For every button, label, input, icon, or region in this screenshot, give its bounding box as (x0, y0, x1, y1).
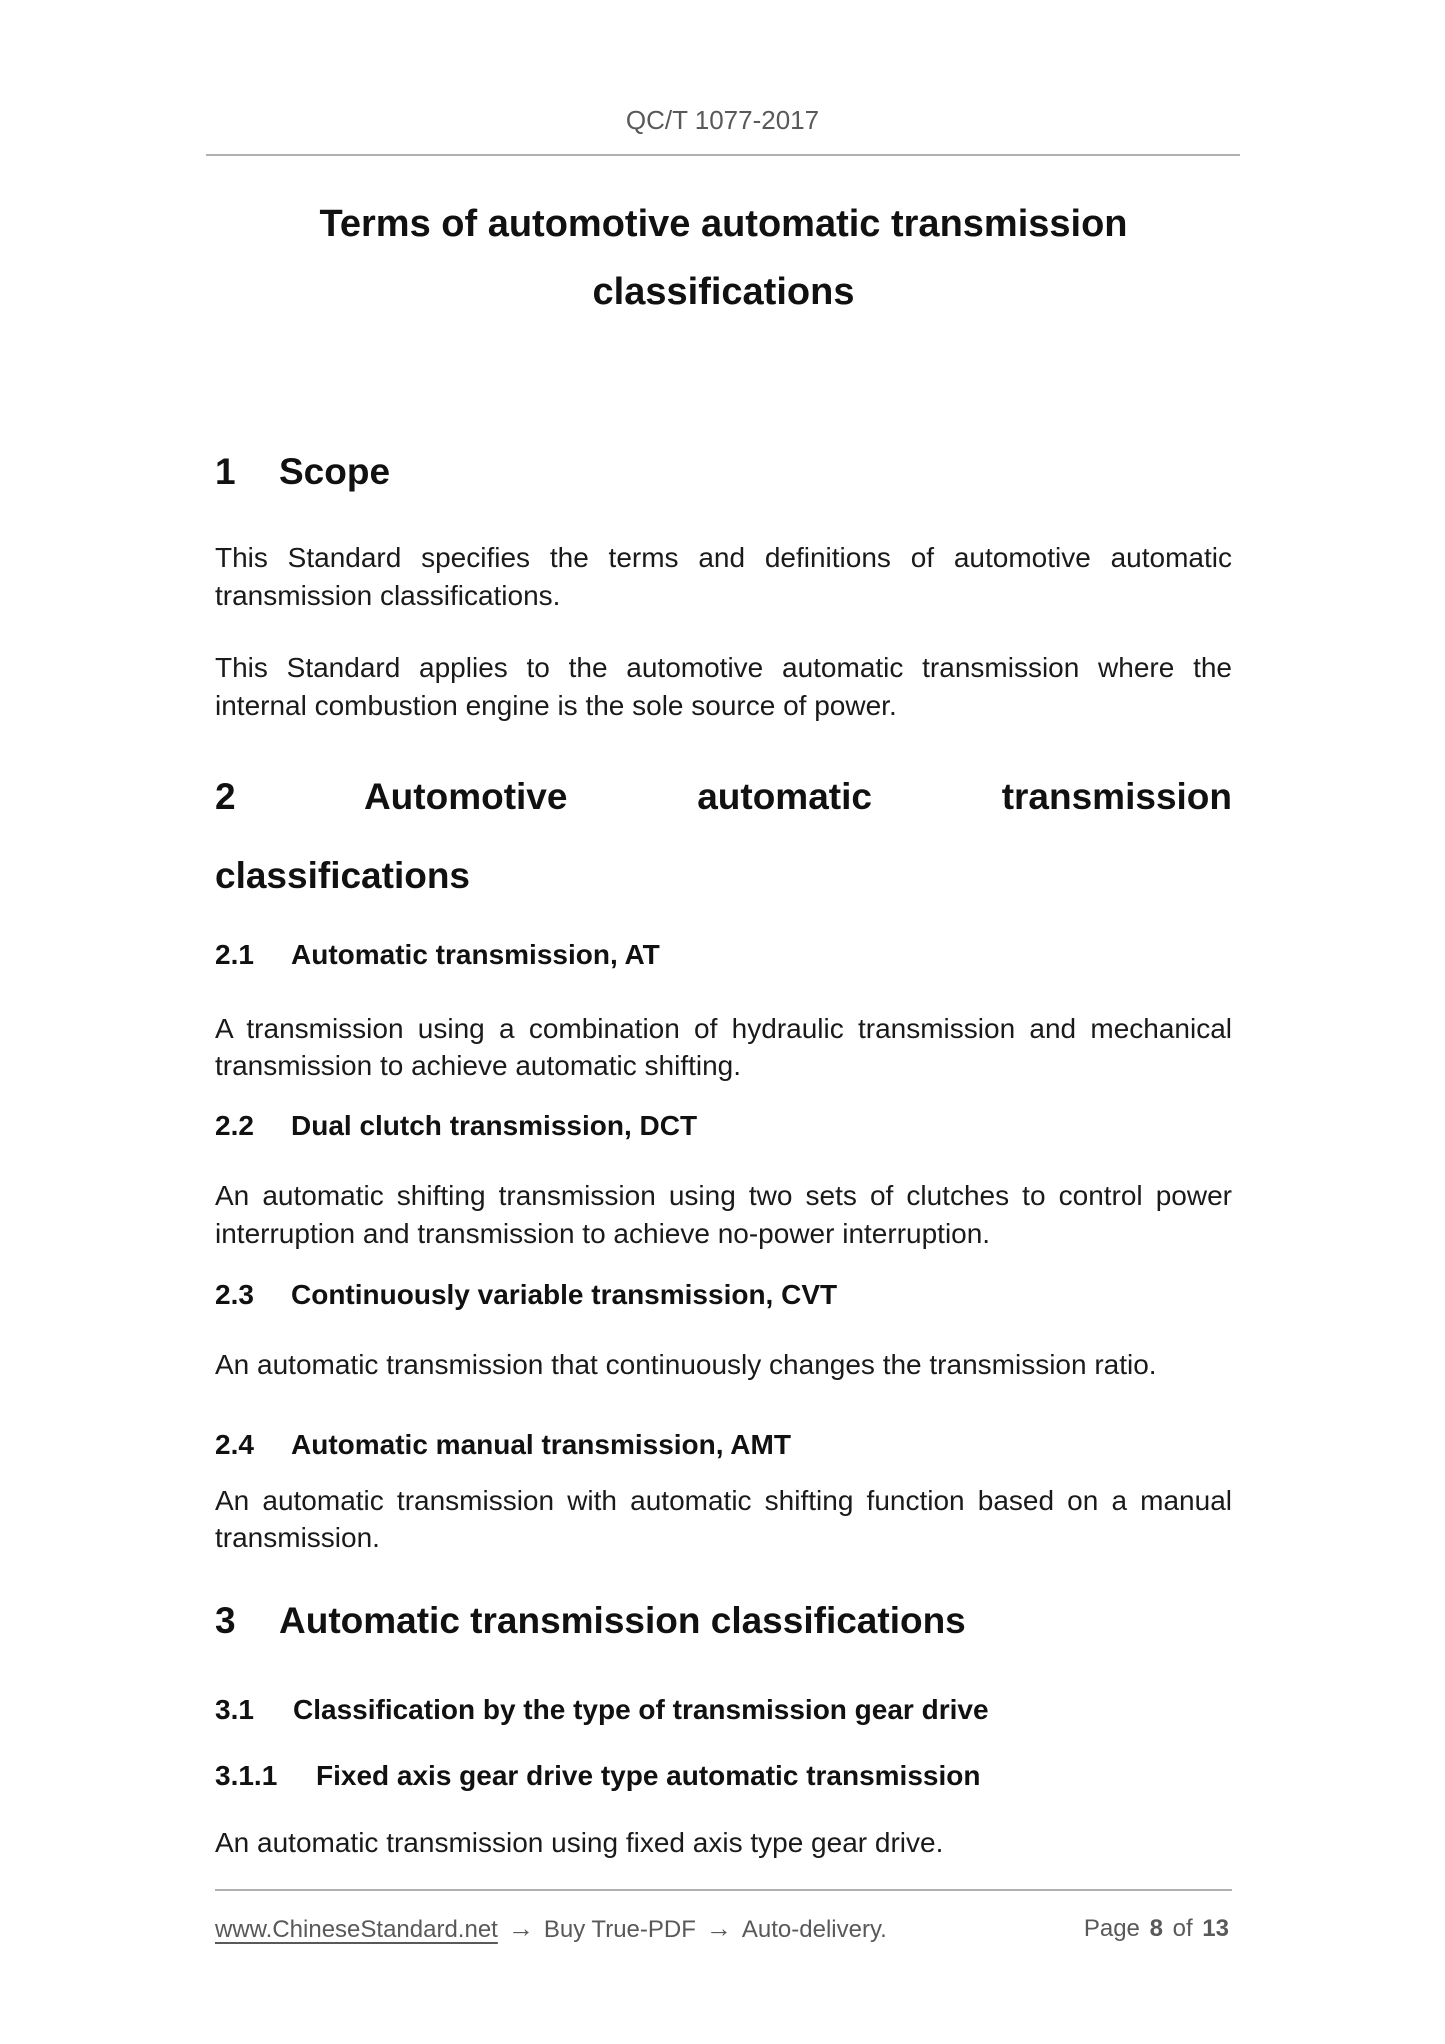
section-2-2-title: Dual clutch transmission, DCT (291, 1110, 698, 1141)
section-2-1-title: Automatic transmission, AT (291, 939, 660, 970)
doc-title-line1: Terms of automotive automatic transmission (319, 203, 1128, 245)
section-2-3-number: 2.3 (215, 1279, 254, 1310)
section-2-1-heading (215, 935, 1232, 975)
section-2-heading-line1: 2 Automotive automatic transmission (215, 776, 1232, 817)
right-arrow-icon: → (507, 1913, 534, 1943)
section-2-2-heading (215, 1106, 1232, 1146)
footer-buy-label: Buy True-PDF (543, 1916, 696, 1943)
right-arrow-icon: → (705, 1913, 732, 1943)
section-1-number: 1 (215, 451, 236, 492)
paragraph-line: transmission. (215, 1522, 380, 1553)
section-2-3-paragraph (215, 1346, 1232, 1384)
section-2-4-heading (215, 1425, 1232, 1465)
doc-title-line2: classifications (592, 271, 855, 313)
section-2-4-paragraph (215, 1482, 1232, 1556)
section-1-heading (215, 452, 1232, 492)
section-3-1-heading (215, 1690, 1232, 1730)
paragraph-line: This Standard applies to the automotive automatic transmission where the (215, 652, 1232, 683)
section-2-4-title: Automatic manual transmission, AMT (291, 1429, 791, 1460)
section-2-heading-line2: classifications (215, 855, 471, 896)
paragraph-line: internal combustion engine is the sole source of power. (215, 690, 897, 721)
section-3-title: Automatic transmission classifications (279, 1600, 966, 1641)
paragraph-line: interruption and transmission to achieve no-power interruption. (215, 1218, 991, 1249)
paragraph-line: transmission classifications. (215, 580, 561, 611)
of-label: of (1172, 1915, 1193, 1942)
page-number: 8 (1149, 1915, 1163, 1942)
paragraph-line: An automatic shifting transmission using two sets of clutches to control power (215, 1180, 1232, 1211)
paragraph-line: This Standard specifies the terms and definitions of automotive automatic (215, 542, 1232, 573)
page-indicator (1084, 1909, 1232, 1949)
paragraph-line: A transmission using a combination of hydraulic transmission and mechanical (215, 1013, 1232, 1044)
paragraph-line: An automatic transmission using fixed axis type gear drive. (215, 1827, 944, 1858)
paragraph-line: An automatic transmission that continuously changes the transmission ratio. (215, 1349, 1157, 1380)
section-3-1-1-heading (215, 1756, 1232, 1796)
header-divider (206, 154, 1240, 156)
scope-paragraph-2 (215, 649, 1232, 725)
section-2-1-paragraph (215, 1010, 1232, 1084)
section-3-1-1-number: 3.1.1 (215, 1760, 278, 1791)
section-3-number: 3 (215, 1600, 236, 1641)
footer-delivery-label: Auto-delivery. (741, 1916, 887, 1943)
section-3-1-number: 3.1 (215, 1694, 254, 1725)
doc-code-header: QC/T 1077-2017 (625, 105, 820, 135)
section-2-1-number: 2.1 (215, 939, 254, 970)
page-label: Page (1083, 1915, 1140, 1942)
section-3-1-1-paragraph (215, 1824, 1232, 1862)
section-3-heading (215, 1601, 1232, 1641)
section-1-title: Scope (279, 451, 391, 492)
section-3-1-1-title: Fixed axis gear drive type automatic transmission (316, 1760, 981, 1791)
section-2-4-number: 2.4 (215, 1429, 254, 1460)
page-total: 13 (1202, 1915, 1229, 1942)
section-2-2-number: 2.2 (215, 1110, 254, 1141)
chinesestandard-link[interactable]: www.ChineseStandard.net (215, 1916, 498, 1943)
section-2-2-paragraph (215, 1177, 1232, 1253)
paragraph-line: An automatic transmission with automatic shifting function based on a manual (215, 1485, 1232, 1516)
page-footer (215, 1908, 1232, 1950)
section-2-3-heading (215, 1275, 1232, 1315)
section-3-1-title: Classification by the type of transmission gear drive (293, 1694, 989, 1725)
paragraph-line: transmission to achieve automatic shifting. (215, 1050, 742, 1081)
footer-left (215, 1908, 887, 1950)
footer-divider (215, 1889, 1232, 1891)
scope-paragraph-1 (215, 539, 1232, 615)
section-2-3-title: Continuously variable transmission, CVT (291, 1279, 838, 1310)
